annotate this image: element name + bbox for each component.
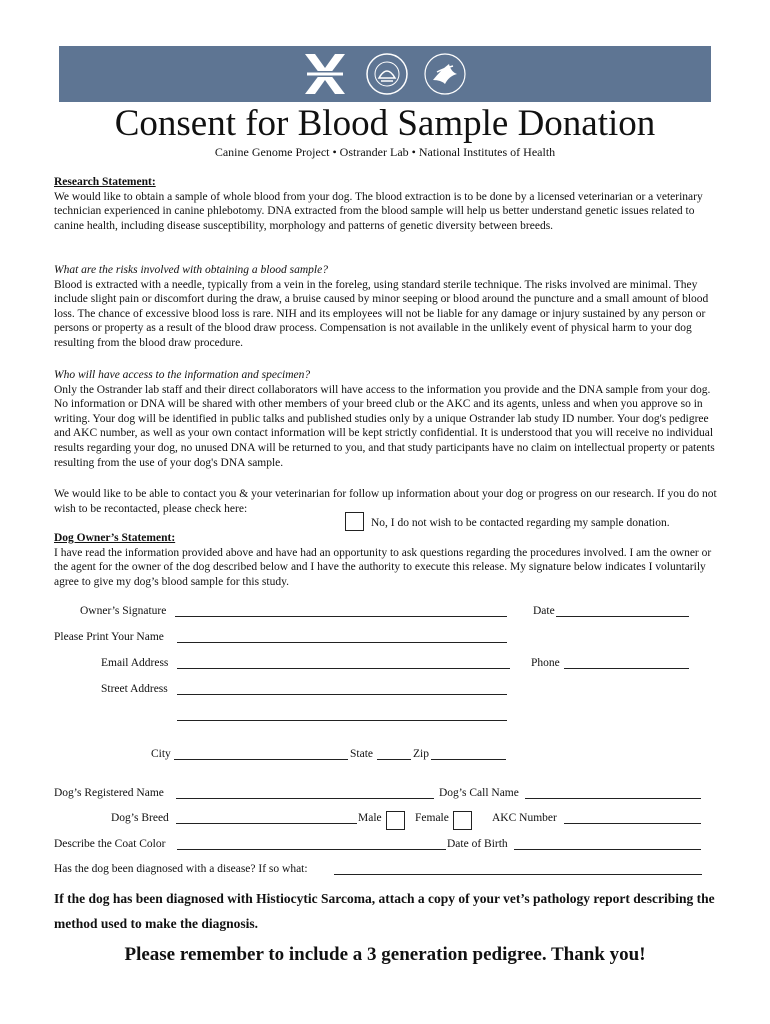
owner-signature-label: Owner’s Signature	[80, 605, 167, 617]
page-title: Consent for Blood Sample Donation	[114, 103, 656, 144]
breed-label: Dog’s Breed	[111, 812, 169, 824]
access-heading: Who will have access to the information and specimen?	[54, 369, 311, 381]
email-field[interactable]	[177, 668, 510, 669]
breed-field[interactable]	[176, 823, 357, 824]
nih-seal-icon	[367, 54, 407, 94]
risks-section	[54, 263, 724, 351]
print-name-label: Please Print Your Name	[54, 631, 164, 643]
street-field[interactable]	[177, 694, 507, 695]
zip-label: Zip	[413, 748, 429, 760]
akc-number-label: AKC Number	[492, 812, 557, 824]
disease-label: Has the dog been diagnosed with a disease? If so what:	[54, 863, 308, 875]
owner-statement-section	[54, 531, 724, 589]
male-checkbox[interactable]	[386, 811, 405, 830]
call-name-label: Dog’s Call Name	[439, 787, 519, 799]
registered-name-label: Dog’s Registered Name	[54, 787, 164, 799]
registered-name-field[interactable]	[176, 798, 434, 799]
state-field[interactable]	[377, 759, 411, 760]
disease-field[interactable]	[334, 874, 702, 875]
date-of-birth-label: Date of Birth	[447, 838, 508, 850]
research-heading: Research Statement:	[54, 176, 156, 188]
email-label: Email Address	[101, 657, 169, 669]
coat-color-label: Describe the Coat Color	[54, 838, 166, 850]
risks-heading: What are the risks involved with obtaining a blood sample?	[54, 264, 328, 276]
access-section	[54, 368, 724, 470]
owner-body: I have read the information provided above and have had an opportunity to ask questions regarding the procedures involved. I am the owner or the agent for the owner of the dog described below and I have the authority to execute this release. My signature below indicates I voluntarily agree to give my dog’s blood sample for this study.	[54, 546, 712, 588]
no-contact-checkbox[interactable]	[345, 512, 364, 531]
hhs-eagle-icon	[425, 54, 465, 94]
street-label: Street Address	[101, 683, 168, 695]
akc-number-field[interactable]	[564, 823, 701, 824]
access-body: Only the Ostrander lab staff and their direct collaborators will have access to the information you provide and the DNA sample from your dog. No information or DNA will be shared with other members of your breed club or the AKC and its agents, unless and when you approve so in writing. Your dog will be identified in public talks and published studies only by a unique Ostrander lab study ID number. Your dog's pedigree and AKC number, as well as your own contact information will be kept strictly confidential. It is understood that you will receive no individual results regarding your dog, no unused DNA will be returned to you, and that study participants have no claim on intellectual property or patents resulting from the use of your dog's DNA sample.	[54, 383, 715, 469]
zip-field[interactable]	[431, 759, 506, 760]
phone-label: Phone	[531, 657, 560, 669]
state-label: State	[350, 748, 373, 760]
female-checkbox[interactable]	[453, 811, 472, 830]
owner-signature-field[interactable]	[175, 616, 507, 617]
print-name-field[interactable]	[177, 642, 507, 643]
contact-section	[54, 487, 724, 516]
call-name-field[interactable]	[525, 798, 701, 799]
coat-color-field[interactable]	[177, 849, 446, 850]
pedigree-reminder: Please remember to include a 3 generation pedigree. Thank you!	[124, 944, 646, 965]
contact-body: We would like to be able to contact you & your veterinarian for follow up information about your dog or progress on our research. If you do not wish to be recontacted, please check here:	[54, 488, 717, 515]
page-subtitle: Canine Genome Project • Ostrander Lab • National Institutes of Health	[214, 145, 556, 159]
header-banner	[59, 46, 711, 102]
date-field[interactable]	[556, 616, 689, 617]
x-cross-logo-icon	[303, 54, 347, 94]
no-contact-label: No, I do not wish to be contacted regarding my sample donation.	[371, 517, 670, 529]
histiocytic-sarcoma-notice: If the dog has been diagnosed with Histiocytic Sarcoma, attach a copy of your vet’s pathology report describing the method used to make the diagnosis.	[54, 891, 715, 931]
phone-field[interactable]	[564, 668, 689, 669]
risks-body: Blood is extracted with a needle, typically from a vein in the foreleg, using standard sterile technique. The risks involved are minimal. They include slight pain or discomfort during the draw, a bruise caused by minor seeping or blood around the puncture and a small amount of blood loss. The chance of excessive blood loss is rare. NIH and its employees will not be liable for any damage or injury sustained by any person or persons or property as a result of the blood draw process. Compensation is not available in the unlikely event of physical harm to your dog resulting from the blood draw procedure.	[54, 278, 709, 349]
city-field[interactable]	[174, 759, 348, 760]
research-body: We would like to obtain a sample of whole blood from your dog. The blood extraction is to be done by a licensed veterinarian or a veterinary technician experienced in canine phlebotomy. DNA extracted from the blood sample will help us better understand genetic issues related to canine health, including disease susceptibility, morphology and patterns of genetic diversity between breeds.	[54, 190, 703, 232]
logo-group	[299, 50, 499, 98]
male-label: Male	[358, 812, 382, 824]
city-label: City	[151, 748, 171, 760]
date-of-birth-field[interactable]	[514, 849, 701, 850]
owner-heading: Dog Owner’s Statement:	[54, 532, 176, 544]
research-section	[54, 175, 724, 233]
female-label: Female	[415, 812, 449, 824]
date-label: Date	[533, 605, 555, 617]
street-field-line-2[interactable]	[177, 720, 507, 721]
